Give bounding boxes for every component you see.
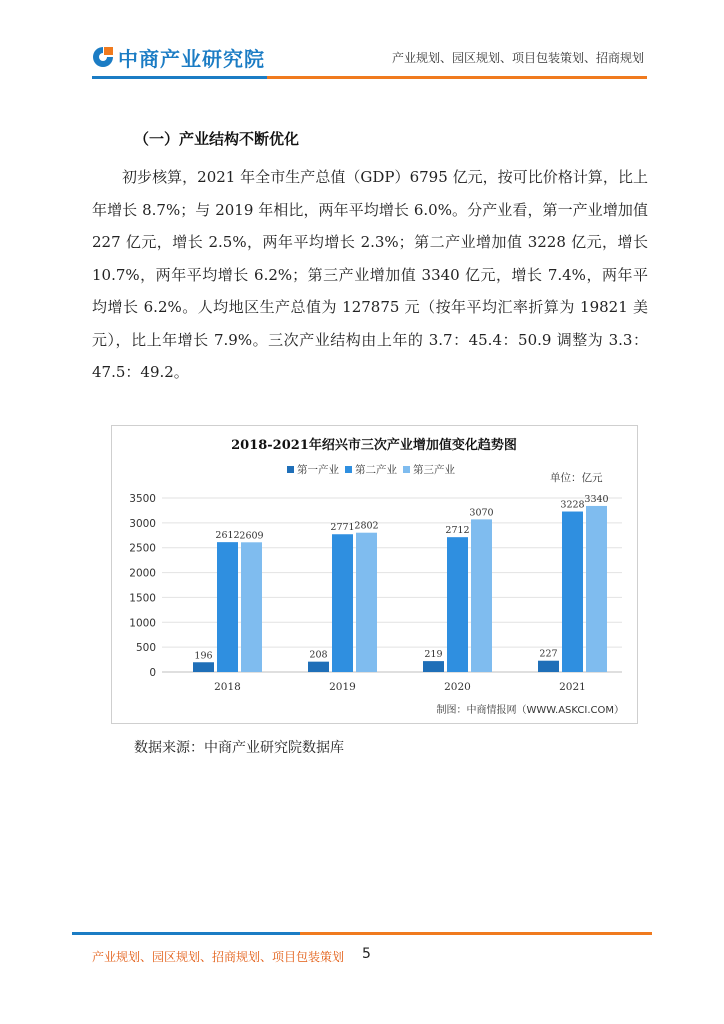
page-number: 5: [362, 946, 371, 962]
data-label: 219: [424, 649, 443, 661]
page-header: [0, 0, 724, 90]
bar-2021-3: [586, 506, 607, 672]
legend-label-1: 第一产业: [297, 464, 339, 476]
data-label: 3070: [469, 507, 494, 519]
y-tick-label: 0: [149, 667, 156, 679]
unit-label: 单位：亿元: [550, 472, 603, 484]
section-heading: （一）产业结构不断优化: [134, 130, 300, 148]
body-paragraph: 初步核算，2021 年全市生产总值（GDP）6795 亿元，按可比价格计算，比上年增长 8.7%；与 2019 年相比，两年平均增长 6.0%。分产业看，第一产业增加值 227 亿元，增长 2.5%，两年平均增长 2.3%；第二产业增加值 3228 亿元，增长 10.7%，两年平均增长 6.2%；第三产业增加值 3340 亿元，增长 7.4%，两年平均增长 6.2%。人均地区生产总值为 127875 元（按年平均汇率折算为 19821 美元），比上年增长 7.9%。三次产业结构由上年的 3.7：45.4：50.9 调整为 3.3：47.5：49.2。: [92, 168, 648, 381]
footer-tagline: 产业规划、园区规划、招商规划、项目包装策划: [92, 950, 345, 964]
x-tick-label: 2018: [214, 681, 241, 693]
bar-2018-1: [193, 662, 214, 672]
legend-label-3: 第三产业: [413, 464, 455, 476]
y-tick-label: 1500: [129, 592, 156, 605]
data-source: 数据来源：中商产业研究院数据库: [134, 740, 344, 756]
bar-2019-3: [356, 533, 377, 672]
y-tick-label: 500: [135, 642, 156, 655]
y-tick-label: 2500: [129, 542, 156, 555]
bar-2021-2: [562, 512, 583, 672]
bar-2019-2: [332, 534, 353, 672]
legend-label-2: 第二产业: [355, 464, 397, 476]
legend-swatch-3: [403, 466, 410, 473]
chart-credit: 制图：中商情报网（WWW.ASKCI.COM）: [436, 705, 624, 716]
bar-chart: [111, 425, 638, 724]
data-label: 2612: [215, 530, 240, 542]
data-label: 2609: [239, 530, 264, 542]
logo-icon: [92, 46, 114, 68]
x-tick-label: 2019: [329, 681, 356, 693]
x-tick-label: 2021: [559, 681, 586, 693]
y-tick-label: 1000: [129, 617, 156, 630]
bar-2018-3: [241, 542, 262, 672]
data-label: 3228: [560, 499, 585, 511]
header-divider-blue: [92, 76, 267, 79]
data-label: 208: [309, 649, 328, 661]
data-label: 227: [539, 648, 558, 660]
legend-swatch-2: [345, 466, 352, 473]
data-label: 2712: [445, 525, 470, 537]
chart-title: 2018-2021年绍兴市三次产业增加值变化趋势图: [231, 438, 517, 453]
legend-swatch-1: [287, 466, 294, 473]
header-tagline: 产业规划、园区规划、项目包装策划、招商规划: [391, 51, 644, 65]
footer-divider-orange: [300, 932, 652, 935]
data-label: 2802: [354, 520, 379, 532]
data-label: 2771: [330, 522, 355, 534]
bar-2020-3: [471, 519, 492, 672]
bar-2021-1: [538, 661, 559, 672]
data-label: 3340: [584, 493, 609, 505]
bar-2019-1: [308, 662, 329, 672]
chart-canvas: [112, 426, 637, 723]
y-tick-label: 3000: [129, 517, 156, 530]
data-label: 196: [194, 650, 213, 662]
x-tick-label: 2020: [444, 681, 471, 693]
logo-text: 中商产业研究院: [118, 46, 265, 71]
y-tick-label: 2000: [129, 567, 156, 580]
bar-2018-2: [217, 542, 238, 672]
bar-2020-1: [423, 661, 444, 672]
header-divider-orange: [267, 76, 647, 79]
y-tick-label: 3500: [129, 493, 156, 505]
logo: [92, 44, 265, 70]
bar-2020-2: [447, 537, 468, 672]
footer-divider-blue: [72, 932, 300, 935]
